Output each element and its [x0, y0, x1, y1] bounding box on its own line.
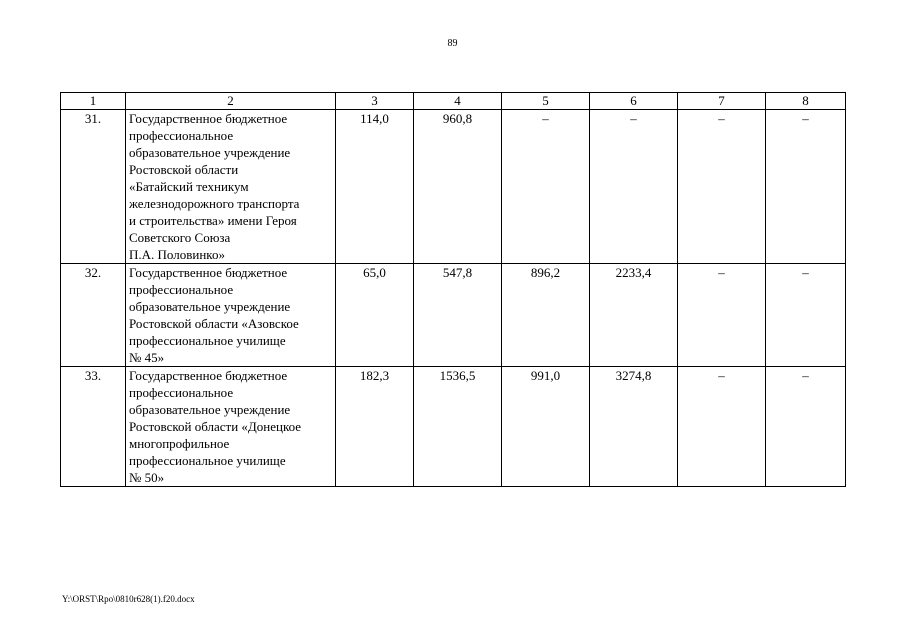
- page-number: 89: [447, 38, 458, 49]
- institution-name: [126, 110, 336, 264]
- name-line: Ростовской области «Азовское: [129, 316, 299, 331]
- name-line: многопрофильное: [129, 436, 230, 451]
- cell-col-5: 991,0: [502, 367, 590, 487]
- cell-col-3: 65,0: [336, 264, 414, 367]
- file-path-footer: Y:\ORST\Rpo\0810r628(1).f20.docx: [62, 594, 195, 604]
- name-line: профессиональное: [129, 128, 234, 143]
- cell-col-3: 182,3: [336, 367, 414, 487]
- name-line: образовательное учреждение: [129, 402, 291, 417]
- cell-col-5: –: [502, 110, 590, 264]
- column-header: 3: [336, 93, 414, 110]
- name-line: и строительства» имени Героя: [129, 213, 297, 228]
- column-header: 1: [61, 93, 126, 110]
- name-line: № 45»: [129, 350, 165, 365]
- column-header: 7: [678, 93, 766, 110]
- table-row: [61, 367, 846, 487]
- name-line: № 50»: [129, 470, 165, 485]
- column-header: 2: [126, 93, 336, 110]
- name-line: Государственное бюджетное: [129, 265, 288, 280]
- column-header: 5: [502, 93, 590, 110]
- cell-col-7: –: [678, 110, 766, 264]
- cell-col-6: 3274,8: [590, 367, 678, 487]
- table-row: [61, 110, 846, 264]
- cell-col-7: –: [678, 264, 766, 367]
- name-line: Государственное бюджетное: [129, 368, 288, 383]
- name-line: профессиональное: [129, 282, 234, 297]
- column-header: 6: [590, 93, 678, 110]
- row-number: 32.: [61, 264, 126, 367]
- name-line: «Батайский техникум: [129, 179, 249, 194]
- row-number: 33.: [61, 367, 126, 487]
- column-header: 4: [414, 93, 502, 110]
- name-line: железнодорожного транспорта: [129, 196, 300, 211]
- cell-col-8: –: [766, 110, 846, 264]
- cell-col-8: –: [766, 264, 846, 367]
- name-line: профессиональное училище: [129, 453, 286, 468]
- name-line: образовательное учреждение: [129, 299, 291, 314]
- cell-col-5: 896,2: [502, 264, 590, 367]
- cell-col-6: –: [590, 110, 678, 264]
- cell-col-7: –: [678, 367, 766, 487]
- name-line: П.А. Половинко»: [129, 247, 225, 262]
- name-line: Ростовской области «Донецкое: [129, 419, 302, 434]
- cell-col-3: 114,0: [336, 110, 414, 264]
- row-number: 31.: [61, 110, 126, 264]
- institution-name: [126, 264, 336, 367]
- cell-col-8: –: [766, 367, 846, 487]
- name-line: профессиональное училище: [129, 333, 286, 348]
- name-line: профессиональное: [129, 385, 234, 400]
- table-header-row: [61, 93, 846, 110]
- name-line: образовательное учреждение: [129, 145, 291, 160]
- name-line: Советского Союза: [129, 230, 231, 245]
- cell-col-4: 547,8: [414, 264, 502, 367]
- name-line: Ростовской области: [129, 162, 239, 177]
- cell-col-4: 960,8: [414, 110, 502, 264]
- cell-col-6: 2233,4: [590, 264, 678, 367]
- institution-name: [126, 367, 336, 487]
- table-row: [61, 264, 846, 367]
- cell-col-4: 1536,5: [414, 367, 502, 487]
- column-header: 8: [766, 93, 846, 110]
- data-table: [60, 92, 846, 487]
- name-line: Государственное бюджетное: [129, 111, 288, 126]
